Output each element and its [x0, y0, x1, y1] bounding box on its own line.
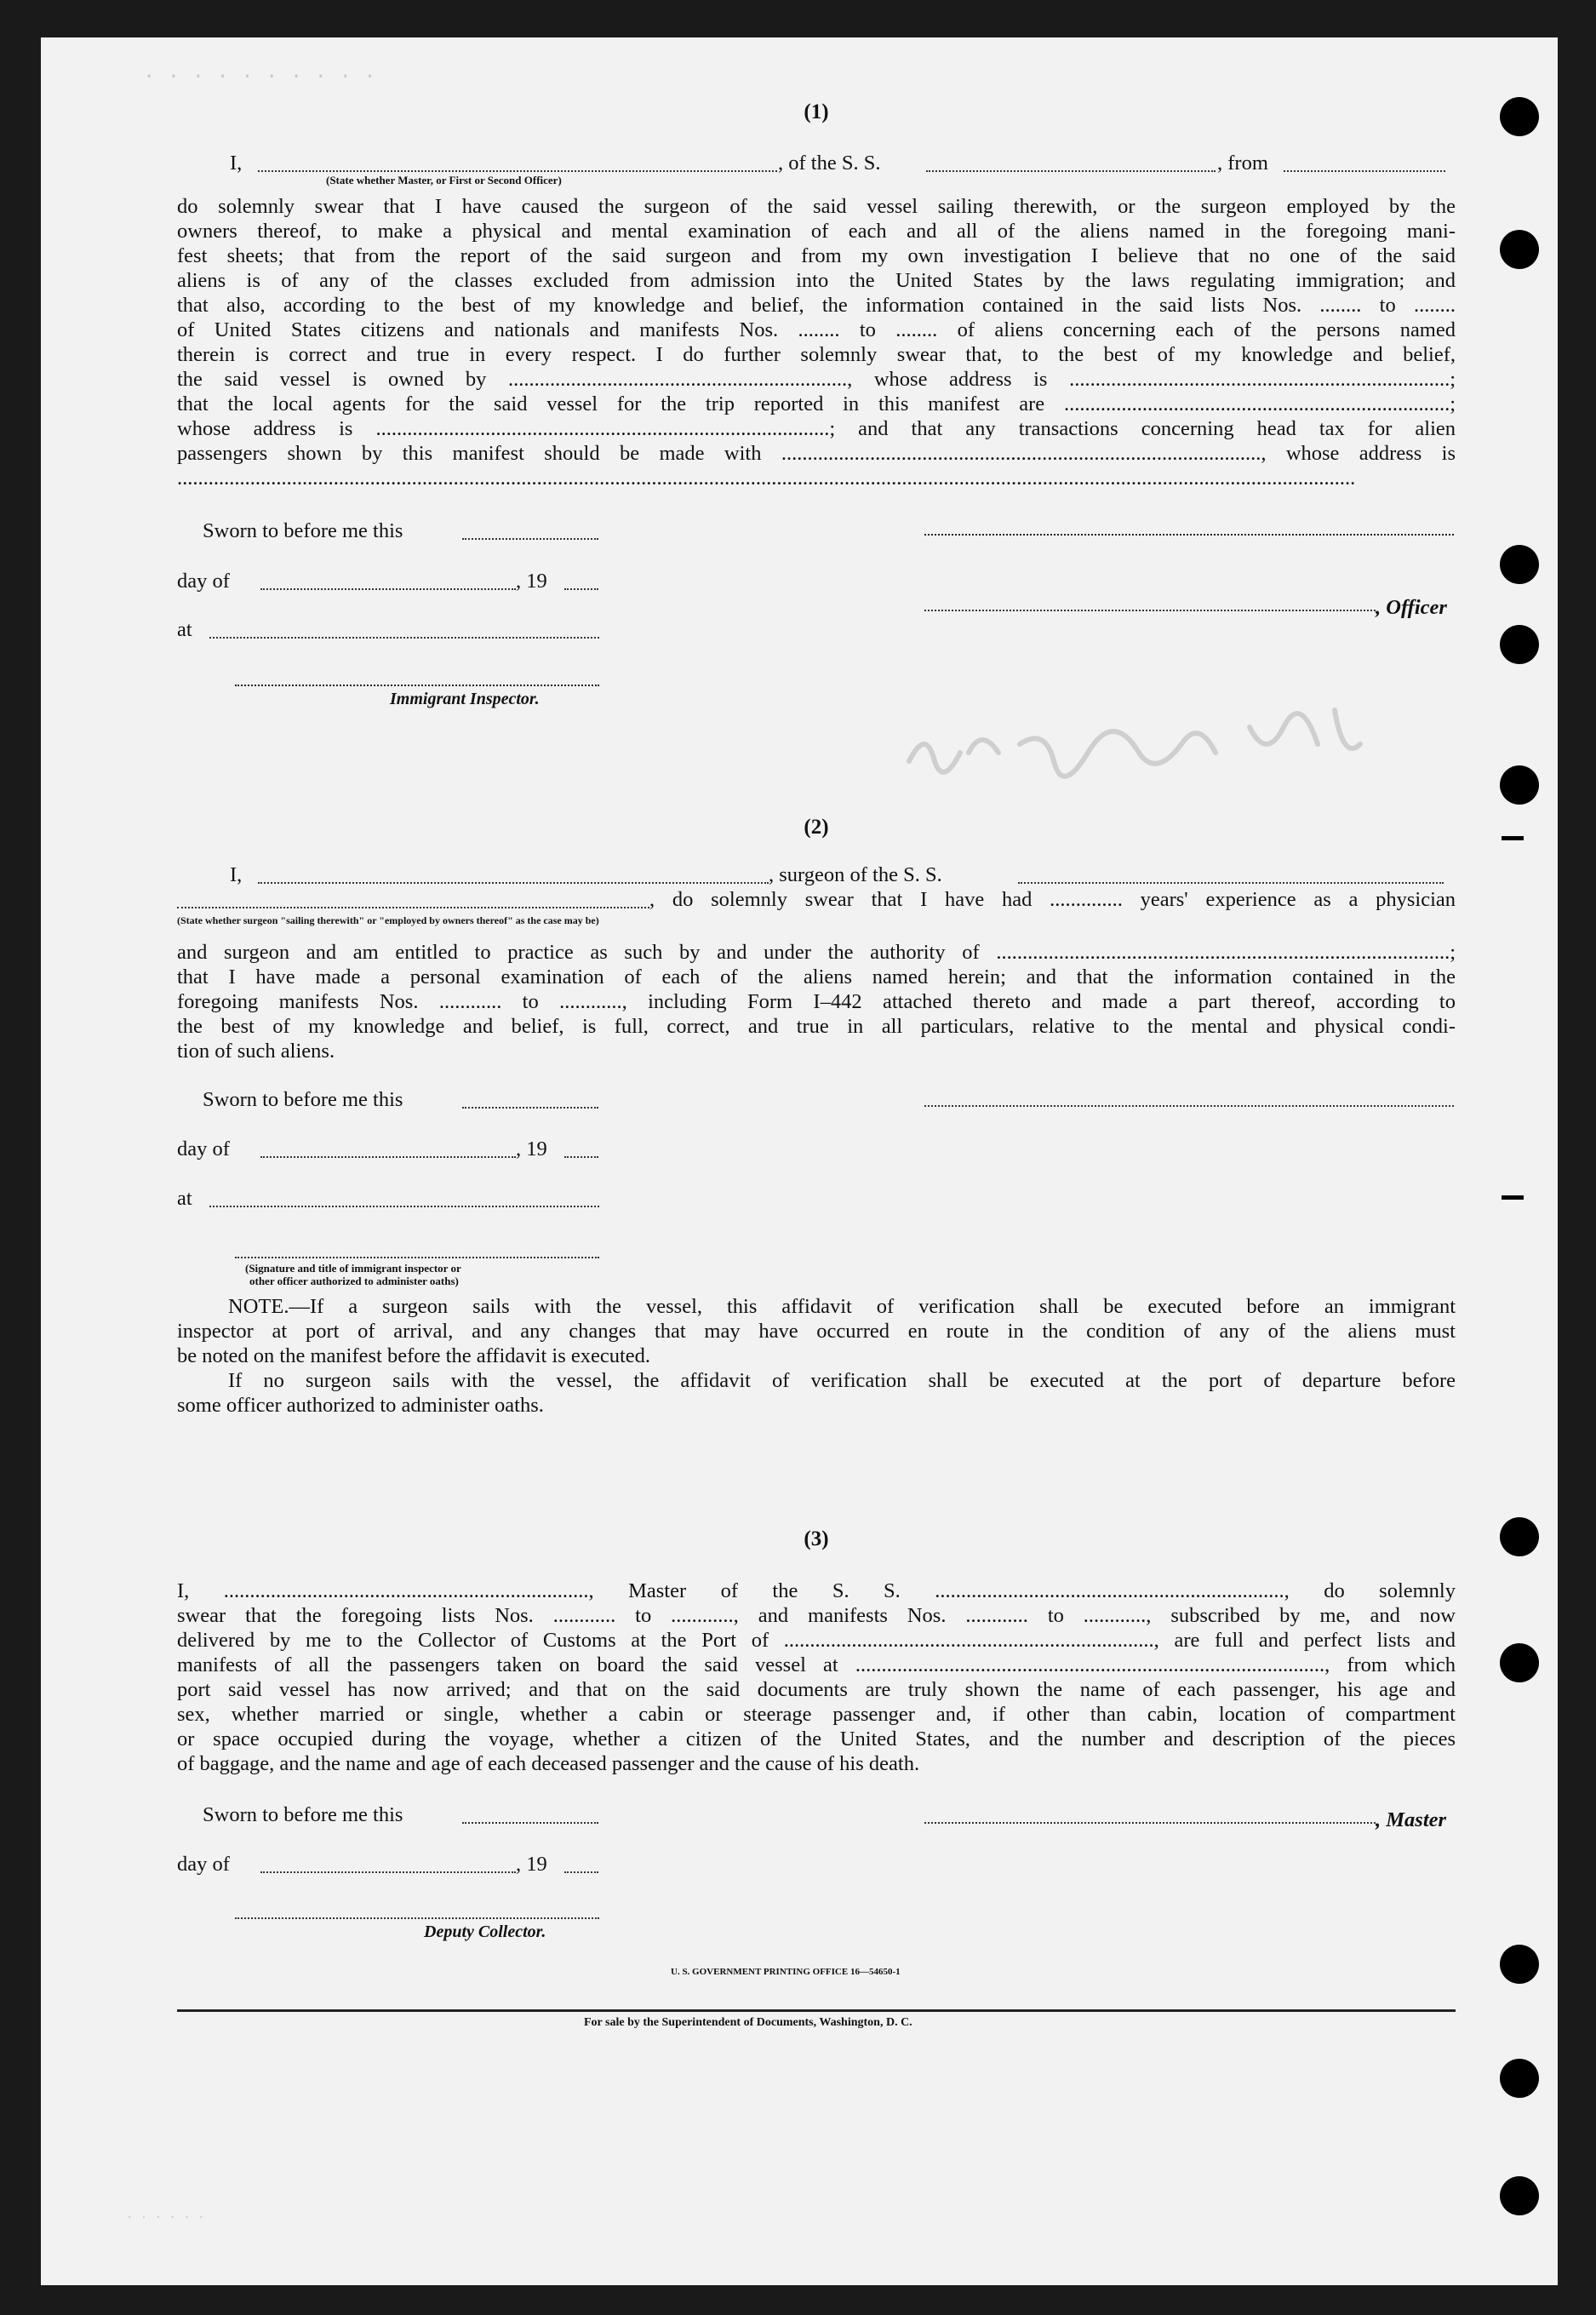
surgeon-label: , surgeon of the S. S.: [769, 863, 942, 886]
year-prefix: , 19: [516, 1137, 547, 1160]
section-3-affidavit: [177, 37, 1456, 2081]
punch-hole: [1500, 97, 1539, 136]
year-prefix: , 19: [516, 1853, 547, 1876]
body-line: foregoing manifests Nos. ............ to ............, including Form I–442 attached thereto and made a part thereof, according to: [177, 990, 1456, 1013]
note-line: NOTE.—If a surgeon sails with the vessel, this affidavit of verification shall be executed before an immigrant: [228, 1295, 1456, 1318]
body-line: whose address is .......................................................................................; and that any transactions concerning head tax for alien: [177, 417, 1456, 440]
body-line: ..................................................................................................................................................................................................................................: [177, 467, 1356, 490]
day-label: day of: [177, 1137, 230, 1160]
at-label: at: [177, 618, 192, 641]
note-line: If no surgeon sails with the vessel, the affidavit of verification shall be executed at the port of departure before: [228, 1369, 1456, 1392]
swear-label: , do solemnly swear that I have had .............. years' experience as a physician: [649, 888, 1456, 911]
note-line: some officer authorized to administer oaths.: [177, 1394, 544, 1417]
of-ss-label: , of the S. S.: [778, 152, 881, 175]
margin-dash: [1502, 836, 1524, 840]
punch-hole: [1500, 1945, 1539, 1984]
day-label: day of: [177, 570, 230, 593]
body-line: owners thereof, to make a physical and mental examination of each and all of the aliens named in the foregoing mani-: [177, 220, 1456, 243]
sworn-label: Sworn to before me this: [203, 1088, 403, 1111]
body-line: passengers shown by this manifest should be made with ............................................................................................, whose address is: [177, 442, 1456, 465]
margin-dash: [1502, 1195, 1524, 1200]
signature-caption: other officer authorized to administer oaths): [249, 1275, 459, 1287]
body-line: I, ......................................................................, Master of the S. S. ..................................................................., do solemnly: [177, 1579, 1456, 1602]
body-line: and surgeon and am entitled to practice as such by and under the authority of .......................................................................................;: [177, 941, 1456, 964]
body-line: that I have made a personal examination of each of the aliens named herein; and that the information contained in the: [177, 966, 1456, 988]
inspector-caption: Immigrant Inspector.: [390, 690, 540, 708]
section-1-heading: (1): [804, 100, 829, 123]
signature-caption: (Signature and title of immigrant inspector or: [245, 1262, 461, 1275]
gpo-line: U. S. GOVERNMENT PRINTING OFFICE 16—54650-1: [671, 1967, 901, 1977]
punch-hole: [1500, 2059, 1539, 2098]
i-label: I,: [230, 152, 243, 175]
master-note: (State whether Master, or First or Second Officer): [326, 174, 562, 186]
year-prefix: , 19: [516, 570, 547, 593]
from-label: , from: [1217, 152, 1268, 175]
sworn-label: Sworn to before me this: [203, 1803, 403, 1826]
punch-hole: [1500, 2176, 1539, 2215]
footer-rule: [177, 2009, 1456, 2012]
body-line: fest sheets; that from the report of the said surgeon and from my own investigation I believe that no one of the said: [177, 244, 1456, 267]
body-line: of United States citizens and nationals and manifests Nos. ........ to ........ of aliens concerning each of the persons named: [177, 318, 1456, 341]
body-line: therein is correct and true in every respect. I do further solemnly swear that, to the best of my knowledge and belief,: [177, 343, 1456, 366]
sworn-label: Sworn to before me this: [203, 519, 403, 542]
note-line: be noted on the manifest before the affidavit is executed.: [177, 1344, 651, 1367]
body-line: that also, according to the best of my knowledge and belief, the information contained in the said lists Nos. ........ to ........: [177, 294, 1456, 317]
body-line: of baggage, and the name and age of each deceased passenger and the cause of his death.: [177, 1752, 920, 1775]
body-line: the said vessel is owned by ................................................................., whose address is .........................................................................;: [177, 368, 1456, 391]
note-line: inspector at port of arrival, and any changes that may have occurred en route in the condition of any of the aliens must: [177, 1320, 1456, 1343]
body-line: port said vessel has now arrived; and that on the said documents are truly shown the name of each passenger, his age and: [177, 1678, 1456, 1701]
year-field[interactable]: [564, 1871, 598, 1873]
body-line: manifests of all the passengers taken on board the said vessel at .........................................................................................., from which: [177, 1653, 1456, 1676]
punch-hole: [1500, 1517, 1539, 1556]
i-label: I,: [230, 863, 243, 886]
day-field[interactable]: [260, 1871, 516, 1873]
punch-hole: [1500, 765, 1539, 805]
body-line: or space occupied during the voyage, whether a citizen of the United States, and the number and description of the pieces: [177, 1728, 1456, 1751]
manifest-back-page: [41, 37, 1558, 2285]
body-line: the best of my knowledge and belief, is full, correct, and true in all particulars, relative to the mental and physical condi-: [177, 1015, 1456, 1038]
day-label: day of: [177, 1853, 230, 1876]
punch-hole: [1500, 230, 1539, 269]
punch-hole: [1500, 545, 1539, 584]
deputy-caption: Deputy Collector.: [424, 1922, 546, 1941]
body-line: swear that the foregoing lists Nos. ............ to ............, and manifests Nos. ............ to ............, subscribed by me, and now: [177, 1604, 1456, 1627]
bleed-through-text: . . . . . . . . . .: [143, 61, 585, 84]
body-line: aliens is of any of the classes excluded from admission into the United States by the laws regulating immigration; and: [177, 269, 1456, 292]
section-2-heading: (2): [804, 816, 829, 839]
body-line: tion of such aliens.: [177, 1040, 335, 1063]
punch-hole: [1500, 1643, 1539, 1682]
body-line: delivered by me to the Collector of Customs at the Port of ......................................................................., are full and perfect lists and: [177, 1629, 1456, 1652]
section-3-heading: (3): [804, 1527, 829, 1550]
bleed-through-text: . . . . . .: [126, 2209, 205, 2222]
officer-caption: , Officer: [1376, 596, 1447, 619]
body-line: sex, whether married or single, whether a cabin or steerage passenger and, if other than cabin, location of compartment: [177, 1703, 1456, 1726]
sale-line: For sale by the Superintendent of Documents, Washington, D. C.: [584, 2016, 912, 2029]
master-signature-line[interactable]: [924, 1822, 1376, 1824]
master-caption: , Master: [1376, 1808, 1447, 1831]
deputy-signature-line[interactable]: [235, 1917, 599, 1919]
sworn-date-field[interactable]: [462, 1822, 598, 1824]
body-line: that the local agents for the said vessel for the trip reported in this manifest are ..........................................................................;: [177, 393, 1456, 415]
body-line: do solemnly swear that I have caused the surgeon of the said vessel sailing therewith, or the surgeon employed by the: [177, 195, 1456, 218]
surgeon-note: (State whether surgeon "sailing therewith" or "employed by owners thereof" as the case may be): [177, 914, 599, 926]
punch-hole: [1500, 625, 1539, 664]
at-label: at: [177, 1187, 192, 1210]
